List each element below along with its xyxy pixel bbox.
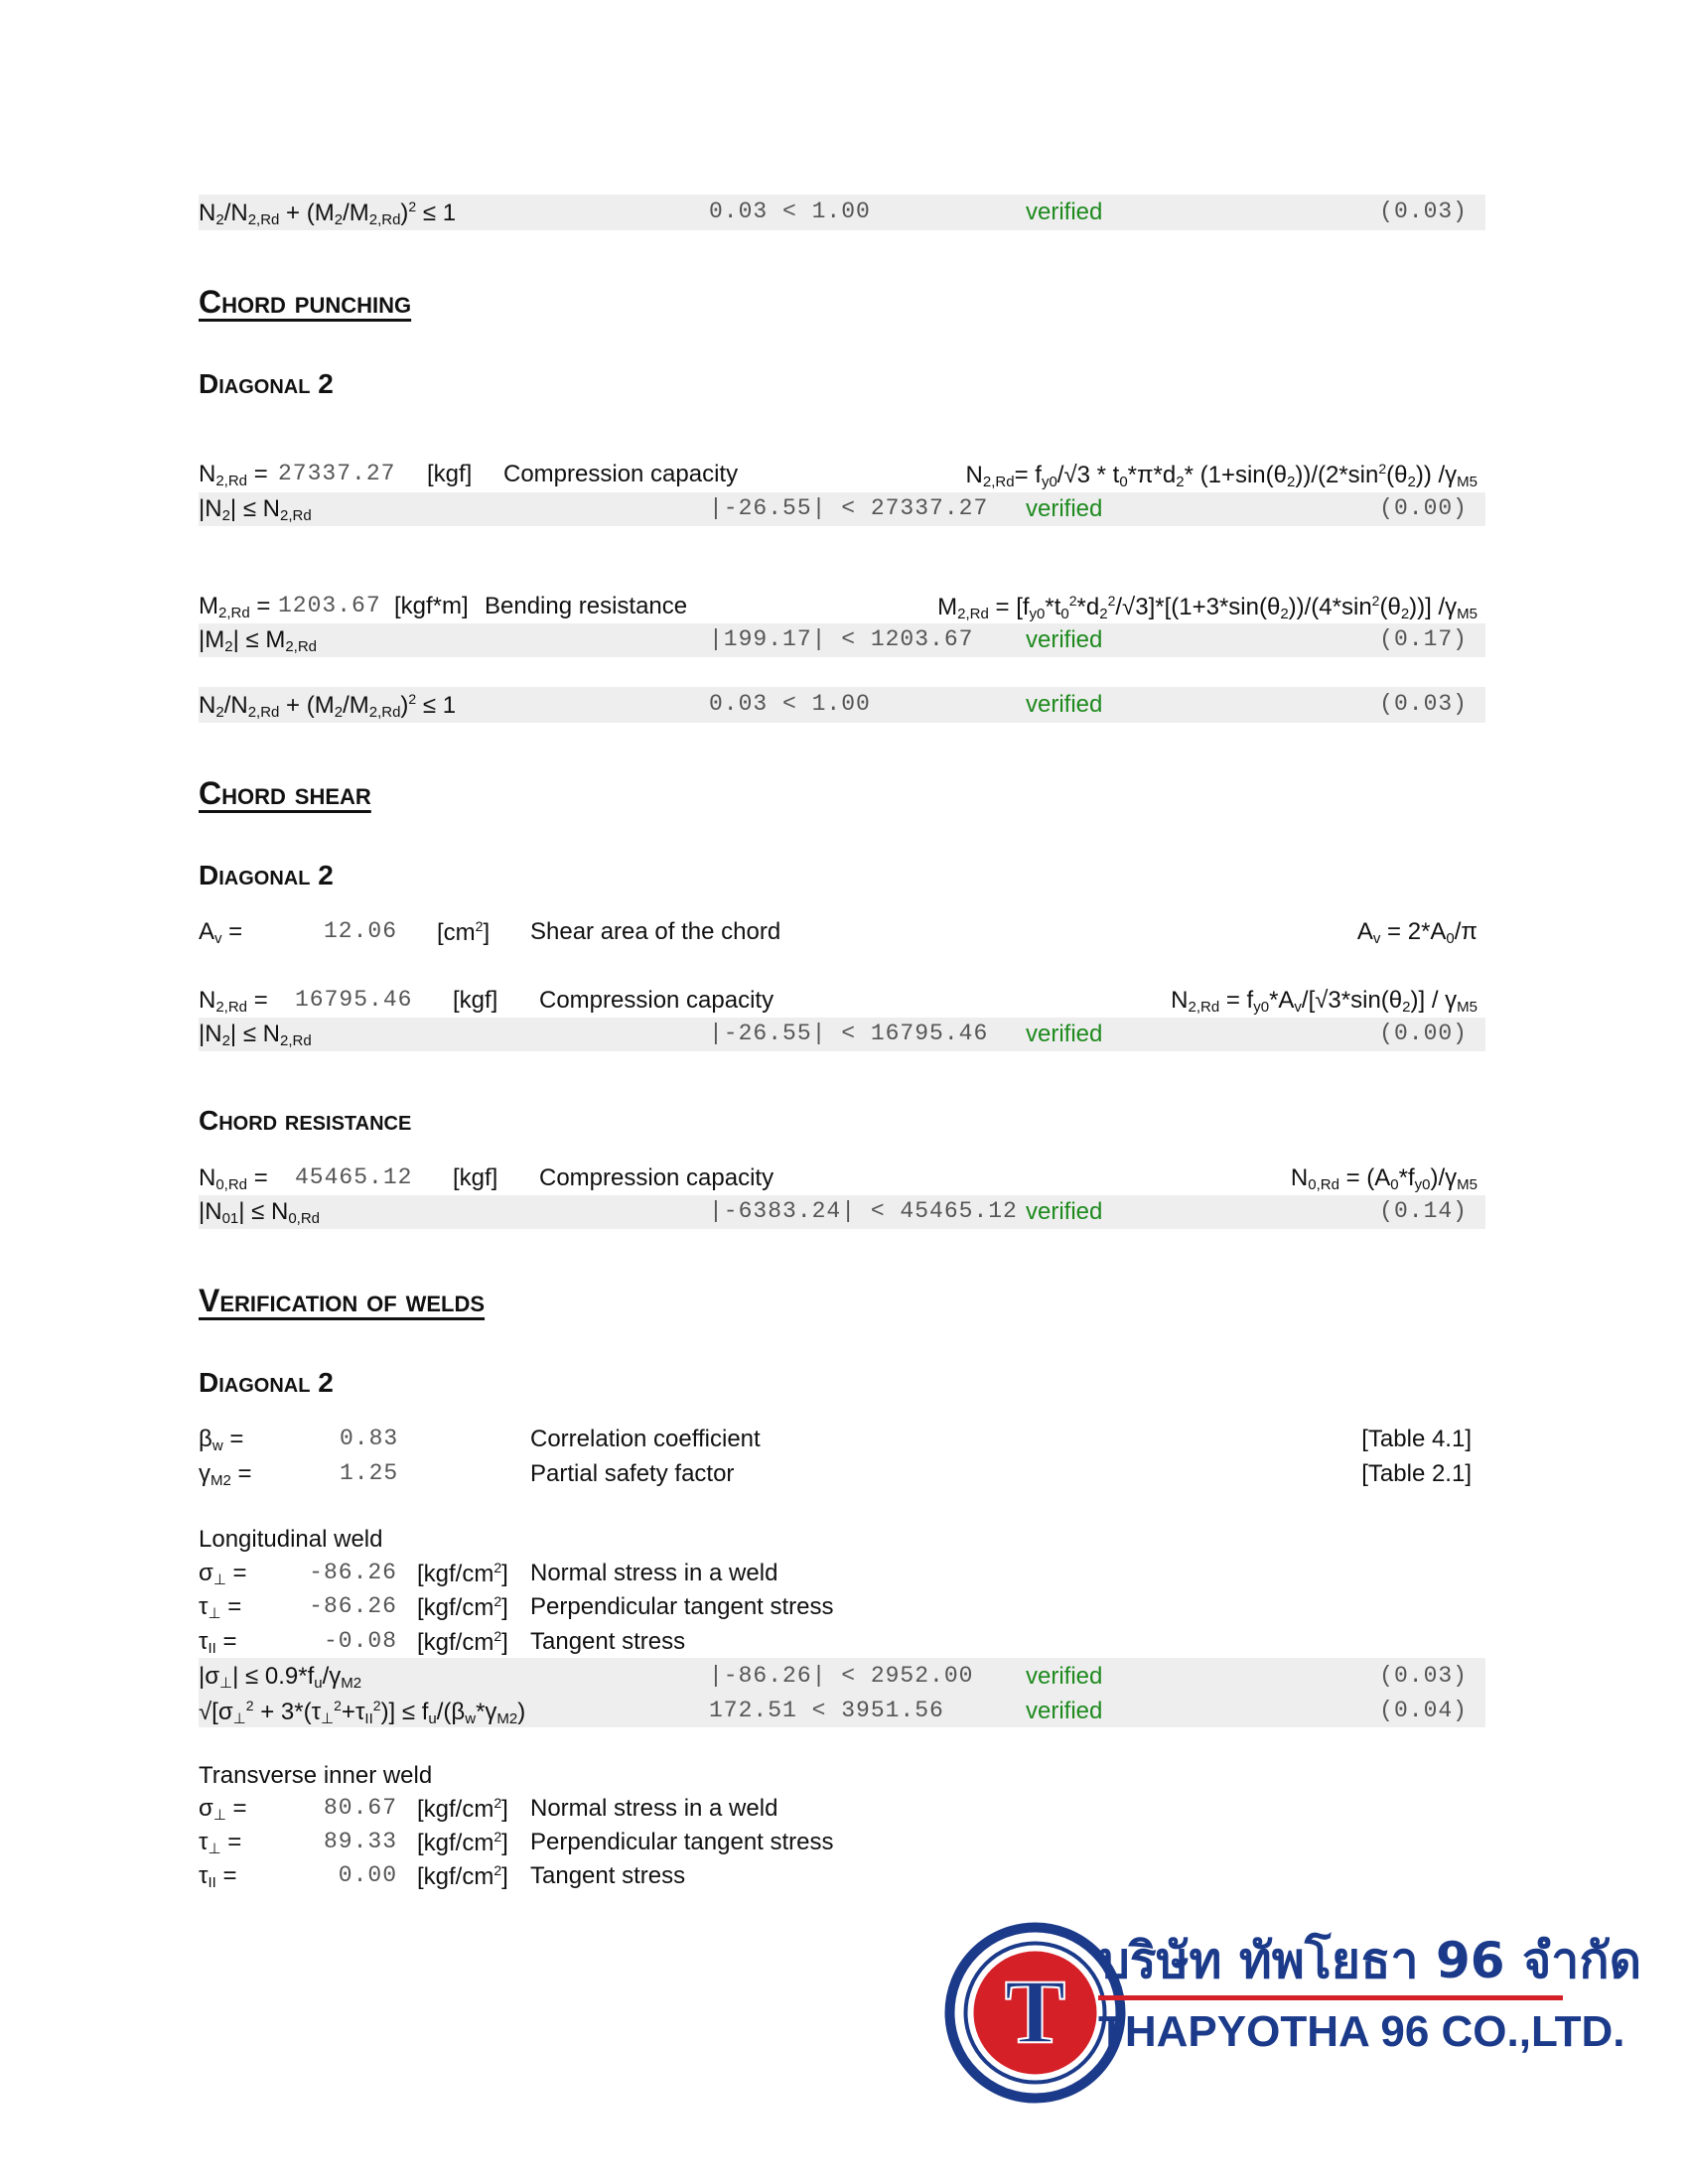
symbol-label: $A_v$ = [199, 918, 243, 947]
description: Bending resistance [485, 593, 688, 619]
status-verified: verified [1026, 495, 1103, 522]
status-verified: verified [1026, 199, 1103, 225]
unit: [kgf] [427, 461, 473, 487]
value: 16795.46 [295, 987, 413, 1013]
unit: $[kgf/cm^2]$ [417, 1560, 508, 1587]
subsection-title: Diagonal 2 [199, 860, 334, 890]
company-name-thai: บริษัท ทัพโยธา 96 จำกัด [1098, 1932, 1642, 1989]
value: 1.25 [340, 1460, 399, 1486]
symbol-label: $\sigma_\perp$ = [199, 1795, 247, 1824]
value: -86.26 [309, 1560, 397, 1585]
unit: [kgf] [453, 1164, 498, 1191]
value: 0.00 [338, 1862, 397, 1888]
symbol-label: $N_{2,Rd}$ = [199, 461, 268, 489]
check-value: |-26.55| < 27337.27 [709, 495, 989, 521]
description: Partial safety factor [530, 1460, 735, 1487]
check-value: 172.51 < 3951.56 [709, 1698, 944, 1723]
symbol-label: $\tau_{II}$ = [199, 1862, 237, 1891]
unit: $[kgf/cm^2]$ [417, 1862, 508, 1890]
formula-label: $N_{2,Rd} = f_{y0}*A_v/[√3*\sin(\theta_2)] / \gamma_{M5}$ [1171, 987, 1477, 1016]
utilization-ratio: (0.14) [1379, 1198, 1468, 1224]
value: 0.83 [340, 1426, 399, 1451]
formula-label: $N_{2,Rd}= f_{y0}/√3 * t_0*\pi*d_2*$ $(1+\sin(\theta_2))/(2*\sin^2(\theta_2))$ $/\gamma_{M5}$ [965, 461, 1477, 490]
subsection-title: Diagonal 2 [199, 1367, 334, 1398]
description: Compression capacity [539, 987, 774, 1014]
symbol-label: $\tau_\perp$ = [199, 1593, 242, 1622]
utilization-ratio: (0.03) [1379, 199, 1468, 224]
status-verified: verified [1026, 1198, 1103, 1225]
group-title: Transverse inner weld [199, 1762, 433, 1789]
check-value: |-26.55| < 16795.46 [709, 1021, 989, 1046]
description: Compression capacity [503, 461, 739, 487]
subsection-title: Chord resistance [199, 1105, 412, 1136]
description: Shear area of the chord [530, 918, 781, 945]
description: Perpendicular tangent stress [530, 1829, 834, 1855]
check-value: |-86.26| < 2952.00 [709, 1663, 974, 1689]
unit: $[kgf/cm^2]$ [417, 1628, 508, 1656]
utilization-ratio: (0.04) [1379, 1698, 1468, 1723]
symbol-label: $\sigma_\perp$ = [199, 1560, 247, 1588]
unit: [kgf*m] [394, 593, 469, 619]
value: 89.33 [323, 1829, 397, 1854]
section-title: Verification of welds [199, 1283, 486, 1318]
value: 45465.12 [295, 1164, 413, 1190]
description: Perpendicular tangent stress [530, 1593, 834, 1620]
value: -86.26 [309, 1593, 397, 1619]
symbol-label: $\beta_w$ = [199, 1426, 244, 1454]
logo-divider [1098, 1995, 1563, 2000]
formula-label: $|\sigma_\perp| \le 0.9*f_u/\gamma_{M2}$ [199, 1663, 362, 1692]
formula-label: $√[\sigma_\perp^2 + 3*(\tau_\perp^2+\tau_{II}^2)] \le f_u/(\beta_w*\gamma_{M2})$ [199, 1698, 526, 1727]
status-verified: verified [1026, 691, 1103, 718]
company-name-english: THAPYOTHA 96 CO.,LTD. [1098, 2007, 1625, 2056]
section-title: Chord shear [199, 775, 371, 811]
value: 1203.67 [278, 593, 381, 618]
utilization-ratio: (0.17) [1379, 626, 1468, 652]
subsection-title: Diagonal 2 [199, 368, 334, 399]
formula-label: $|N_2| \le N_{2,Rd}$ [199, 495, 312, 524]
utilization-ratio: (0.00) [1379, 1021, 1468, 1046]
formula-label: $N_2/N_{2,Rd} + (M_2/M_{2,Rd})^2 \le 1$ [199, 199, 457, 228]
formula-label: $A_v = 2*A_0/\pi$ [1356, 918, 1477, 947]
formula-label: $|N_2| \le N_{2,Rd}$ [199, 1021, 312, 1049]
formula-label: $N_{0,Rd} = (A_0*f_{y0})/\gamma_{M5}$ [1290, 1164, 1477, 1193]
symbol-label: $M_{2,Rd}$ = [199, 593, 271, 621]
formula-label: $|N_{01}| \le N_{0,Rd}$ [199, 1198, 321, 1227]
value: 27337.27 [278, 461, 396, 486]
utilization-ratio: (0.03) [1379, 691, 1468, 717]
formula-label: $M_{2,Rd} = [f_{y0}*t_0^2*d_2^2/√3]*[(1+3*\sin(\theta_2))/(4*\sin^2(\theta_2))]$ $/\gamma_{M5}$ [937, 593, 1477, 622]
value: 80.67 [323, 1795, 397, 1821]
symbol-label: $N_{0,Rd}$ = [199, 1164, 268, 1193]
description: Correlation coefficient [530, 1426, 761, 1452]
description: Tangent stress [530, 1628, 686, 1655]
check-value: 0.03 < 1.00 [709, 691, 871, 717]
description: Normal stress in a weld [530, 1560, 778, 1586]
formula-label: $N_2/N_{2,Rd} + (M_2/M_{2,Rd})^2 \le 1$ [199, 691, 457, 721]
value: 12.06 [324, 918, 398, 944]
status-verified: verified [1026, 1021, 1103, 1047]
status-verified: verified [1026, 626, 1103, 653]
table-reference: [Table 2.1] [1361, 1460, 1472, 1487]
utilization-ratio: (0.03) [1379, 1663, 1468, 1689]
unit: [kgf] [453, 987, 498, 1014]
unit: $[kgf/cm^2]$ [417, 1593, 508, 1621]
utilization-ratio: (0.00) [1379, 495, 1468, 521]
formula-label: $|M_2| \le M_{2,Rd}$ [199, 626, 317, 655]
unit: $[cm^2]$ [437, 918, 491, 946]
table-reference: [Table 4.1] [1361, 1426, 1472, 1452]
unit: $[kgf/cm^2]$ [417, 1829, 508, 1856]
value: -0.08 [323, 1628, 397, 1654]
logo-letter: T [1004, 1961, 1066, 2062]
description: Normal stress in a weld [530, 1795, 778, 1822]
symbol-label: $N_{2,Rd}$ = [199, 987, 268, 1016]
symbol-label: $\tau_{II}$ = [199, 1628, 237, 1657]
symbol-label: $\tau_\perp$ = [199, 1829, 242, 1857]
symbol-label: $\gamma_{M2}$ = [199, 1460, 252, 1489]
check-value: |-6383.24| < 45465.12 [709, 1198, 1018, 1224]
section-title: Chord punching [199, 284, 412, 320]
check-value: |199.17| < 1203.67 [709, 626, 974, 652]
unit: $[kgf/cm^2]$ [417, 1795, 508, 1823]
status-verified: verified [1026, 1698, 1103, 1724]
group-title: Longitudinal weld [199, 1526, 383, 1553]
description: Tangent stress [530, 1862, 686, 1889]
status-verified: verified [1026, 1663, 1103, 1690]
description: Compression capacity [539, 1164, 774, 1191]
check-value: 0.03 < 1.00 [709, 199, 871, 224]
